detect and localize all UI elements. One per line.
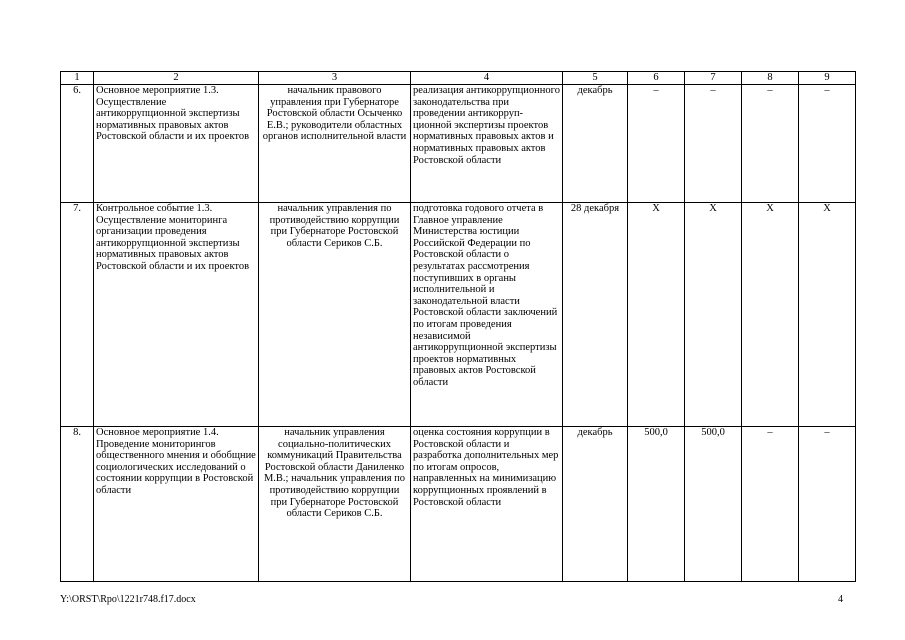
activity-cell: Основное мероприятие 1.3. Осуществление антикоррупционной экспертизы нормативных правовых актов Ростовской области и их проектов <box>94 85 259 203</box>
value-cell: – <box>799 85 856 203</box>
header-cell: 7 <box>685 72 742 85</box>
deadline-cell: декабрь <box>563 427 628 582</box>
table-row <box>61 85 856 203</box>
deadline-cell: 28 декабря <box>563 203 628 427</box>
row-number: 7. <box>61 203 94 427</box>
value-cell: – <box>742 427 799 582</box>
value-cell: – <box>742 85 799 203</box>
value-cell: 500,0 <box>628 427 685 582</box>
table-row <box>61 203 856 427</box>
value-cell: – <box>685 85 742 203</box>
header-cell: 8 <box>742 72 799 85</box>
header-cell: 2 <box>94 72 259 85</box>
responsible-cell: начальник правового управления при Губернаторе Ростовской области Осыченко Е.В.; руководители областных органов исполнительной власти <box>259 85 411 203</box>
header-cell: 1 <box>61 72 94 85</box>
value-cell: – <box>799 427 856 582</box>
value-cell: Х <box>799 203 856 427</box>
row-number: 6. <box>61 85 94 203</box>
responsible-cell: начальник управления по противодействию коррупции при Губернаторе Ростовской области Сериков С.Б. <box>259 203 411 427</box>
result-cell: оценка состояния коррупции в Ростовской области и разработка дополнительных мер по итогам опросов, направленных на минимизацию коррупционных проявлений в Ростовской области <box>411 427 563 582</box>
result-cell: реализация антикоррупционного законодательства при проведении антикорруп-ционной экспертизы проектов нормативных правовых актов и нормативных правовых актов Ростовской области <box>411 85 563 203</box>
header-cell: 5 <box>563 72 628 85</box>
header-cell: 9 <box>799 72 856 85</box>
value-cell: Х <box>742 203 799 427</box>
header-cell: 6 <box>628 72 685 85</box>
header-cell: 3 <box>259 72 411 85</box>
row-number: 8. <box>61 427 94 582</box>
result-cell: подготовка годового отчета в Главное управление Министерства юстиции Российской Федерации по Ростовской области о результатах рассмотрения поступивших в органы исполнительной и законодательной власти Ростовской области заключений по итогам проведения независимой антикоррупционной экспертизы проектов нормативных правовых актов Ростовской области <box>411 203 563 427</box>
value-cell: 500,0 <box>685 427 742 582</box>
header-cell: 4 <box>411 72 563 85</box>
activity-cell: Основное мероприятие 1.4. Проведение мониторингов общественного мнения и обобщние социологических исследований о состоянии коррупции в Ростовской области <box>94 427 259 582</box>
table-header-row <box>61 72 856 85</box>
value-cell: – <box>628 85 685 203</box>
responsible-cell: начальник управления социально-политических коммуникаций Правительства Ростовской области Даниленко М.В.; начальник управления по противодействию коррупции при Губернаторе Ростовской области Сериков С.Б. <box>259 427 411 582</box>
table-row <box>61 427 856 582</box>
page-number: 4 <box>838 594 843 605</box>
deadline-cell: декабрь <box>563 85 628 203</box>
value-cell: Х <box>685 203 742 427</box>
plan-table <box>60 71 856 582</box>
activity-cell: Контрольное событие 1.3. Осуществление мониторинга организации проведения антикоррупционной экспертизы нормативных правовых актов Ростовской области и их проектов <box>94 203 259 427</box>
footer-file-path: Y:\ORST\Rpo\1221r748.f17.docx <box>60 594 196 605</box>
value-cell: Х <box>628 203 685 427</box>
